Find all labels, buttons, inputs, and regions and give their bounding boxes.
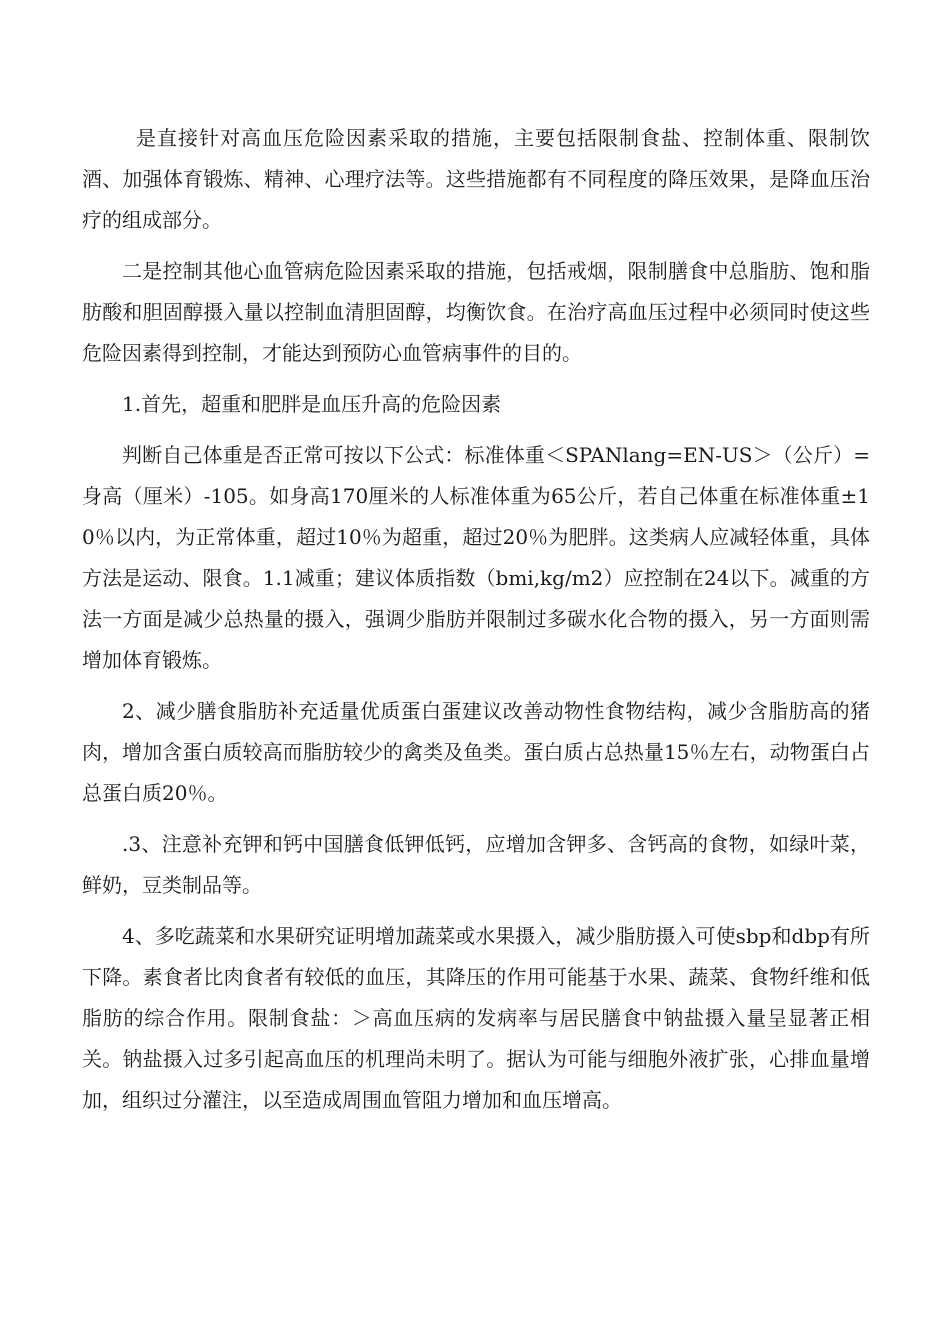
document-body xyxy=(82,118,870,1131)
paragraph-heading-overweight: 1.首先，超重和肥胖是血压升高的危险因素 xyxy=(122,392,502,416)
paragraph-potassium-calcium: .3、注意补充钾和钙中国膳食低钾低钙，应增加含钾多、含钙高的食物，如绿叶菜，鲜奶，豆类制品等。 xyxy=(82,832,870,897)
paragraph-vegetables-fruits: 4、多吃蔬菜和水果研究证明增加蔬菜或水果摄入，减少脂肪摄入可使sbp和dbp有所下降。素食者比肉食者有较低的血压，其降压的作用可能基于水果、蔬菜、食物纤维和低脂肪的综合作用。限制食盐：＞高血压病的发病率与居民膳食中钠盐摄入量呈显著正相关。钠盐摄入过多引起高血压的机理尚未明了。据认为可能与细胞外液扩张，心排血量增加，组织过分灌注，以至造成周围血管阻力增加和血压增高。 xyxy=(82,924,870,1112)
paragraph-intro: 是直接针对高血压危险因素采取的措施，主要包括限制食盐、控制体重、限制饮酒、加强体育锻炼、精神、心理疗法等。这些措施都有不同程度的降压效果，是降血压治疗的组成部分。 xyxy=(82,126,870,232)
paragraph-second-measures: 二是控制其他心血管病危险因素采取的措施，包括戒烟，限制膳食中总脂肪、饱和脂肪酸和胆固醇摄入量以控制血清胆固醇，均衡饮食。在治疗高血压过程中必须同时使这些危险因素得到控制，才能达到预防心血管病事件的目的。 xyxy=(82,259,870,365)
paragraph-standard-weight: 判断自己体重是否正常可按以下公式：标准体重＜SPANlang=EN-US＞（公斤）=身高（厘米）-105。如身高170厘米的人标准体重为65公斤，若自己体重在标准体重±10％以内，为正常体重，超过10％为超重，超过20％为肥胖。这类病人应减轻体重，具体方法是运动、限食。1.1减重；建议体质指数（bmi,kg/m2）应控制在24以下。减重的方法一方面是减少总热量的摄入，强调少脂肪并限制过多碳水化合物的摄入，另一方面则需增加体育锻炼。 xyxy=(82,443,870,672)
paragraph-reduce-fat: 2、减少膳食脂肪补充适量优质蛋白蛋建议改善动物性食物结构，减少含脂肪高的猪肉，增加含蛋白质较高而脂肪较少的禽类及鱼类。蛋白质占总热量15％左右，动物蛋白占总蛋白质20％。 xyxy=(82,699,870,805)
